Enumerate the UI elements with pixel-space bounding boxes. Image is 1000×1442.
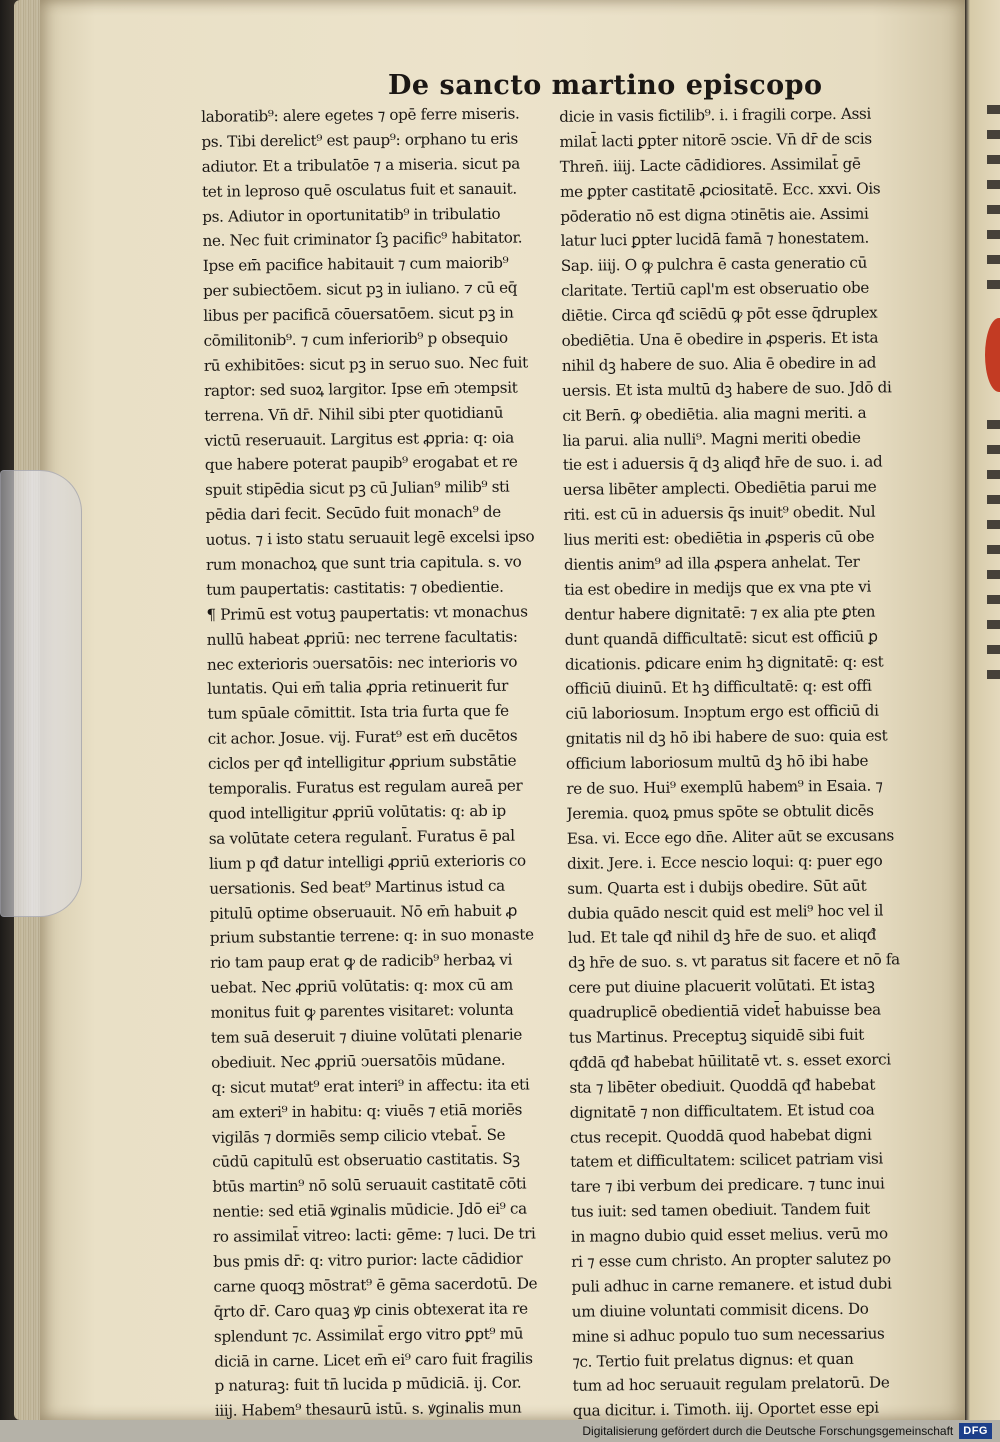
text-line: ciclos per qđ intelligitur ꝓprium substātie xyxy=(207,751,517,773)
text-line: milat̄ lacti ꝑpter nitorē ↄscie. Vn̄ dr̄ de scis xyxy=(559,129,872,151)
text-line: uersis. Et ista multū dꝫ habere de suo. Jdō di xyxy=(562,378,892,400)
text-line: ciū laboriosum. Inↄptum ergo est officiū di xyxy=(565,701,879,724)
text-line: prium substantie terrene: q: in suo monaste xyxy=(209,925,534,948)
text-line: rum monachoꝝ que sunt tria capitula. s. vo xyxy=(205,552,522,574)
text-line: diētie. Circa qđ sciēdū ꝙ pōt esse q̄druplex xyxy=(561,303,878,325)
text-line: luntatis. Qui em̄ talia ꝓpria retinuerit fur xyxy=(207,677,509,699)
text-line: ri ⁊ esse cum christo. An propter salutez po xyxy=(571,1249,891,1271)
text-line: dientis anim⁹ ad illa ꝓspera anhelat. Ter xyxy=(563,552,860,574)
text-line: p naturaꝫ: fuit tn̄ lucida p mūdiciā. ij. Cor. xyxy=(214,1373,522,1396)
text-line: um diuine voluntati commisit dicens. Do xyxy=(571,1299,869,1321)
text-line: qua dicitur. i. Timoth. iij. Oportet esse epi xyxy=(572,1398,879,1421)
text-line: iiij. Habem⁹ thesaurū istū. s. ꝟginalis mun xyxy=(214,1398,522,1421)
text-line: que habere poterat paupib⁹ erogabat et re xyxy=(204,453,518,475)
left-text-column xyxy=(201,101,561,1424)
text-line: sa volūtate cetera regulant̄. Furatus ē pal xyxy=(208,826,515,848)
text-line: in magno dubio quid esset melius. verū mo xyxy=(570,1224,888,1246)
text-line: tatem et difficultatem: scilicet patriam visi xyxy=(570,1149,883,1172)
text-line: splendunt ⁊c. Assimilat̄ ergo vitro ꝑpt⁹ mū xyxy=(213,1324,524,1346)
text-line: tus Martinus. Preceptuꝫ siquidē sibi fuit xyxy=(568,1025,865,1047)
text-line: quadruplicē obedientiā videt̄ habuisse bea xyxy=(568,1000,881,1022)
text-line: tum spūale cōmittit. Ista tria furta que fe xyxy=(207,702,509,724)
text-line: vigilās ⁊ dormiēs semp cilicio vtebat̄. Se xyxy=(211,1125,506,1147)
text-line: nentie: sed etiā ꝟginalis mūdicie. Jdō ei⁹ ca xyxy=(212,1199,527,1221)
text-line: tem suā deseruit ⁊ diuine volūtati plenarie xyxy=(210,1025,523,1047)
footer-credit: Digitalisierung gefördert durch die Deutsche Forschungsgemeinschaft xyxy=(582,1424,954,1438)
text-line: mine si adhuc populo tuo sum necessarius xyxy=(571,1324,885,1346)
running-head: De sancto martino episcopo xyxy=(388,70,823,101)
text-line: victū reseruauit. Largitus est ꝓpria: q: oia xyxy=(204,428,515,450)
text-line: spuit stipēdia sicut pꝫ cū Julian⁹ milib⁹ sti xyxy=(205,478,510,500)
text-line: dixit. Jere. i. Ecce nescio loqui: q: puer ego xyxy=(566,851,883,873)
text-line: uebat. Nec ꝓpriū volūtatis: q: mox cū am xyxy=(210,975,513,997)
text-line: quod intelligitur ꝓpriū volūtatis: q: ab ip xyxy=(208,801,506,823)
text-line: dꝫ hr̄e de suo. s. vt paratus sit facere et nō fa xyxy=(567,950,900,973)
text-line: puli adhuc in carne remanere. et istud dubi xyxy=(571,1274,892,1296)
text-line: per subiectōem. sicut pꝫ in iuliano. ⁊ cū eq̄ xyxy=(202,278,518,301)
text-line: Ipse em̄ pacifice habitauit ⁊ cum maiorib⁹ xyxy=(202,253,509,276)
text-line: dentur habere dignitatē: ⁊ ex alia pte ꝑten xyxy=(564,602,876,624)
text-line: gnitatis nil dꝫ hō ibi habere de suo: quia est xyxy=(565,726,888,749)
text-line: cit Bern̄. ꝙ obediētia. alia magni meriti. a xyxy=(562,403,867,425)
text-line: q̄rto dr̄. Caro quaꝫ ꝟp cinis obtexerat ita re xyxy=(213,1299,528,1321)
text-line: ctus recepit. Quoddā quod habebat digni xyxy=(569,1125,872,1147)
text-line: tus iuit: sed tamen obediuit. Tandem fuit xyxy=(570,1199,870,1221)
text-line: tum paupertatis: castitatis: ⁊ obedientie. xyxy=(206,577,504,599)
text-line: me ꝑpter castitatē ꝓciositatē. Ecc. xxvi. Ois xyxy=(559,179,881,201)
text-line: adiutor. Et a tribulatōe ⁊ a miseria. sicut pa xyxy=(201,154,521,176)
text-line: btūs martin⁹ nō solū seruauit castitatē cōti xyxy=(212,1174,527,1197)
text-line: sta ⁊ libēter obediuit. Quoddā qđ habebat xyxy=(569,1075,876,1097)
text-line: terrena. Vn̄ dr̄. Nihil sibi pter quotidianū xyxy=(204,403,504,425)
text-line: Jeremia. quoꝝ pmus spōte se obtulit dicēs xyxy=(566,801,874,823)
text-line: latur luci ꝑpter lucidā famā ⁊ honestatem. xyxy=(560,229,870,251)
text-line: dicie in vasis fictilib⁹. i. i fragili corpe. Assi xyxy=(559,104,872,126)
text-line: re de suo. Hui⁹ exemplū habem⁹ in Esaia. ⁊ xyxy=(566,776,883,798)
dfg-logo: DFG xyxy=(959,1423,992,1439)
text-line: lium p qđ datur intelligi ꝓpriū exterioris co xyxy=(208,851,526,873)
text-line: diciā in carne. Licet em̄ ei⁹ caro fuit fragilis xyxy=(214,1348,533,1371)
text-line: officium laboriosum multū dꝫ hō ibi habe xyxy=(565,751,869,773)
text-line: cōmilitonib⁹. ⁊ cum inferiorib⁹ p obsequio xyxy=(203,328,508,350)
text-line: tia est obedire in medijs que ex vna pte vi xyxy=(564,577,872,599)
text-line: ro assimilat̄ vitreo: lacti: gēme: ⁊ luci. De tri xyxy=(212,1224,536,1246)
right-text-column xyxy=(559,101,918,1424)
page-clip xyxy=(0,470,82,917)
text-line: laboratib⁹: alere egetes ⁊ opē ferre miseris. xyxy=(201,104,520,126)
text-line: tet in leproso quē osculatus fuit et sanauit. xyxy=(201,179,517,201)
text-line: pitulū optime obseruauit. Nō em̄ habuit ꝓ xyxy=(209,901,518,923)
text-line: lud. Et tale qđ nihil dꝫ hr̄e de suo. et aliqđ xyxy=(567,925,877,948)
text-line: cit achor. Josue. vij. Furat⁹ est em̄ ducētos xyxy=(207,726,518,749)
text-line: tum ad hoc seruauit regulam prelatorū. De xyxy=(572,1373,890,1396)
footer-bar xyxy=(0,1420,1000,1442)
text-line: ps. Adiutor in oportunitatib⁹ in tribulatio xyxy=(202,204,501,226)
text-line: am exteri⁹ in habitu: q: viuēs ⁊ etiā moriēs xyxy=(211,1100,523,1122)
text-line: pōderatio nō est digna ↄtinētis aie. Assimi xyxy=(560,204,869,226)
text-line: claritate. Tertiū capl'm est obseruatio obe xyxy=(560,278,870,301)
text-line: rio tam paup erat ꝙ de radicib⁹ herbaꝝ vi xyxy=(209,950,513,973)
text-line: qđdā qđ habebat hūilitatē vt. s. esset exorci xyxy=(569,1050,891,1072)
text-line: tie est i aduersis q̄ dꝫ aliqđ hr̄e de suo. i. ad xyxy=(562,452,883,475)
text-line: officiū diuinū. Et hꝫ difficultatē: q: est offi xyxy=(565,677,872,699)
text-line: uersa libēter amplecti. Obediētia parui me xyxy=(563,477,877,500)
text-line: ne. Nec fuit criminator ſꝫ pacific⁹ habitator. xyxy=(202,228,523,251)
text-line: Thren̄. iiij. Lacte cādidiores. Assimilat̄ gē xyxy=(559,154,861,176)
text-line: uersationis. Sed beat⁹ Martinus istud ca xyxy=(209,876,505,898)
text-line: bus pmis dr̄: q: vitro purior: lacte cādidior xyxy=(213,1249,523,1271)
text-line: ¶ Primū est votuꝫ paupertatis: vt monachus xyxy=(206,602,528,624)
text-line: q: sicut mutat⁹ erat interi⁹ in affectu: ita eti xyxy=(211,1075,530,1097)
text-line: obediētia. Una ē obedire in ꝓsperis. Et ista xyxy=(561,328,879,350)
text-line: nihil dꝫ habere de suo. Alia ē obedire in ad xyxy=(561,353,877,375)
text-line: dubia quādo nescit quid est meli⁹ hoc vel il xyxy=(567,900,884,923)
text-line: dignitatē ⁊ non difficultatem. Et istud coa xyxy=(569,1100,875,1122)
text-line: tare ⁊ ibi verbum dei predicare. ⁊ tunc inui xyxy=(570,1174,885,1197)
text-line: rū exhibitōes: sicut pꝫ in seruo suo. Nec fuit xyxy=(203,353,528,375)
text-line: temporalis. Furatus est regulam aureā per xyxy=(208,776,523,798)
text-line: raptor: sed suoꝝ largitor. Ipse em̄ ↄtempsit xyxy=(204,378,518,400)
text-line: lius meriti est: obediētia in ꝓsperis cū obe xyxy=(563,527,875,549)
text-line: libus per pacificā cōuersatōem. sicut pꝫ in xyxy=(203,303,514,325)
text-line: nec exterioris ↄuersatōis: nec interioris vo xyxy=(206,652,518,674)
facing-page-edge xyxy=(965,0,1000,1420)
text-line: Esa. vi. Ecce ego dn̄e. Aliter aūt se excusans xyxy=(566,826,895,848)
text-line: Sap. iiij. O ꝙ pulchra ē casta generatio cū xyxy=(560,253,868,276)
text-line: uotus. ⁊ i isto statu seruauit legē excelsi ipso xyxy=(205,527,535,549)
text-line: lia parui. alia nulli⁹. Magni meriti obedie xyxy=(562,428,861,450)
text-line: cūdū capitulū est obseruatio castitatis. Sꝫ xyxy=(212,1149,520,1172)
text-line: ⁊c. Tertio fuit prelatus dignus: et quan xyxy=(572,1349,854,1371)
text-line: riti. est cū in aduersis q̄s inuit⁹ obedit. Nul xyxy=(563,502,876,525)
text-line: nullū habeat ꝓpriū: nec terrene facultatis: xyxy=(206,627,518,649)
text-line: monitus fuit ꝙ parentes visitaret: volunta xyxy=(210,1000,514,1022)
text-line: obediuit. Nec ꝓpriū ↄuersatōis mūdane. xyxy=(211,1050,506,1072)
text-line: ps. Tibi derelict⁹ est paup⁹: orphano tu eris xyxy=(201,129,518,151)
text-line: sum. Quarta est i dubijs obedire. Sūt aūt xyxy=(567,876,867,898)
text-line: dunt quandā difficultatē: sicut est officiū ꝑ xyxy=(564,627,878,649)
text-line: pēdia dari fecit. Secūdo fuit monach⁹ de xyxy=(205,502,501,525)
text-line: cere put diuine placuerit volūtati. Et istaꝫ xyxy=(568,975,875,997)
text-line: carne quoqꝫ mōstrat⁹ ē gēma sacerdotū. De xyxy=(213,1274,538,1296)
text-line: dicationis. ꝑdicare enim hꝫ dignitatē: q: est xyxy=(564,652,884,674)
